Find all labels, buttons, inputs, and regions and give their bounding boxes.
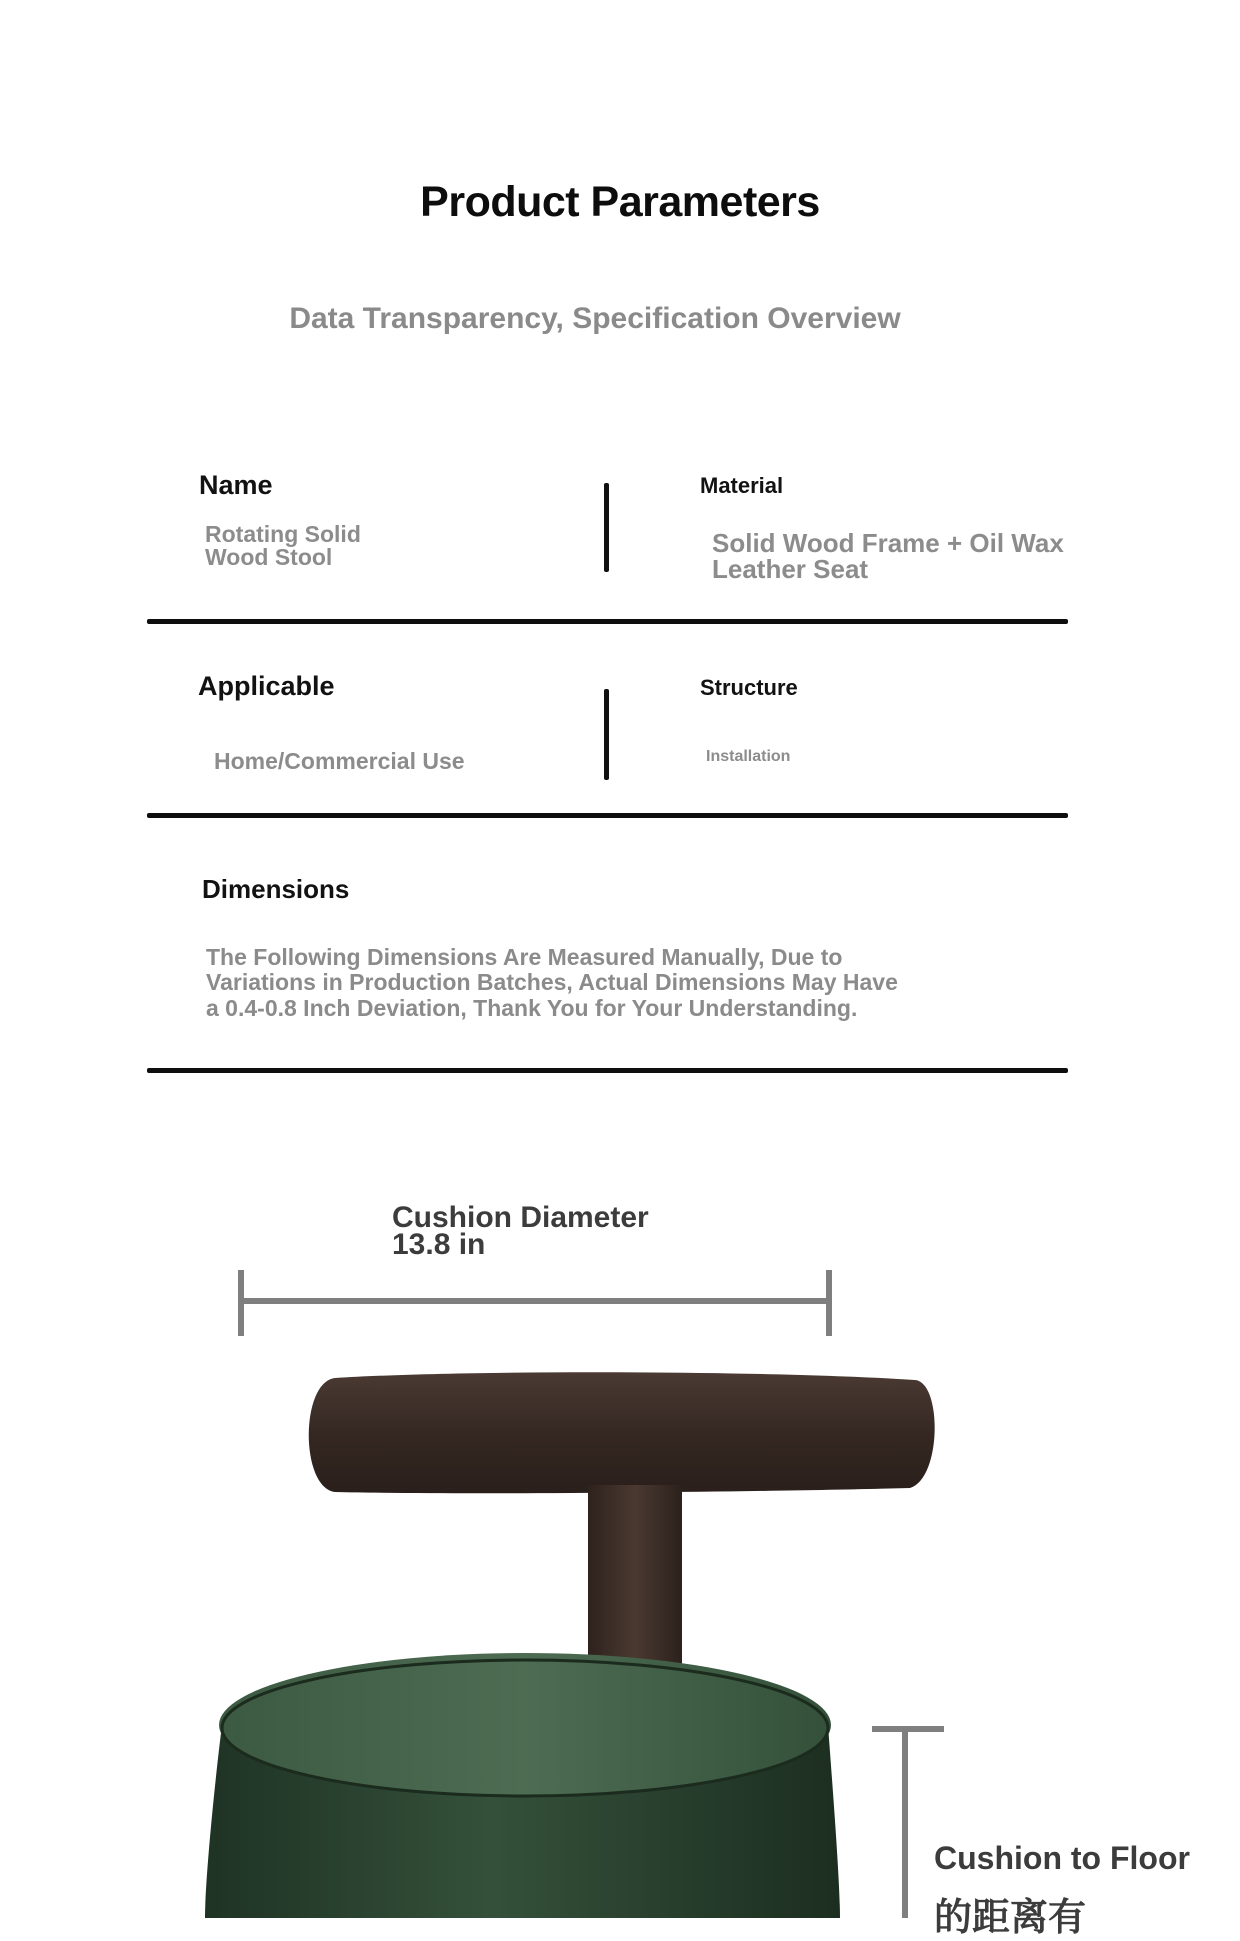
name-value-line2: Wood Stool [205, 544, 333, 570]
backrest [309, 1372, 935, 1493]
dimensions-note [206, 945, 926, 1021]
structure-label: Structure [700, 675, 798, 700]
dimensions-label: Dimensions [202, 874, 350, 904]
name-value-line1: Rotating Solid [205, 521, 361, 547]
cushion-diameter-value: 13.8 in [392, 1228, 486, 1261]
cushion-to-floor-label: Cushion to Floor [934, 1840, 1190, 1876]
applicable-label: Applicable [198, 671, 335, 701]
dimensions-note-line1: The Following Dimensions Are Measured Manually, Due to [206, 944, 843, 970]
row1-divider [604, 483, 609, 572]
name-value [205, 523, 361, 569]
cushion-to-floor-cjk: 的距离有 [934, 1897, 1087, 1939]
stool-diagram [0, 1120, 1240, 1918]
row1-rule [147, 619, 1068, 624]
dimensions-note-line3: a 0.4-0.8 Inch Deviation, Thank You for Your Understanding. [206, 994, 858, 1021]
dimensions-note-line2: Variations in Production Batches, Actual Dimensions May Have [206, 969, 898, 996]
applicable-value: Home/Commercial Use [214, 748, 465, 774]
row2-divider [604, 689, 609, 780]
material-value-line1: Solid Wood Frame + Oil Wax [712, 528, 1064, 558]
dimensions-rule [147, 1068, 1068, 1073]
diameter-measure-line [238, 1270, 832, 1336]
material-value [712, 530, 1064, 582]
height-measure-line [872, 1726, 944, 1918]
page-subtitle: Data Transparency, Specification Overview [289, 302, 901, 335]
structure-value: Installation [706, 748, 791, 765]
page-title: Product Parameters [420, 178, 820, 226]
row2-rule [147, 813, 1068, 818]
material-value-line2: Leather Seat [712, 554, 869, 584]
material-label: Material [700, 473, 784, 498]
cushion-diameter-text: Cushion Diameter [392, 1201, 649, 1234]
name-label: Name [199, 470, 273, 500]
